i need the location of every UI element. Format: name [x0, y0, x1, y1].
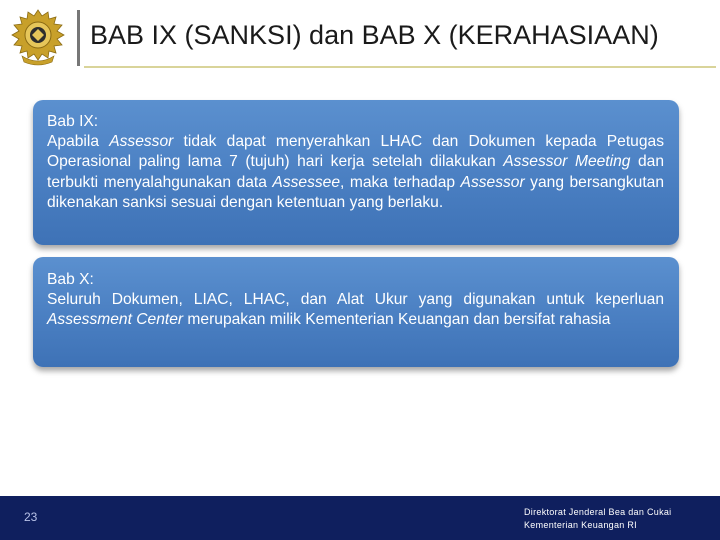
bab-ix-heading: Bab IX: [47, 113, 99, 130]
bab-x-text [47, 270, 664, 331]
bab-x-body: Seluruh Dokumen, LIAC, LHAC, dan Alat Ukur yang digunakan untuk keperluan Assessment Center merupakan milik Kementerian Keuangan dan bersifat rahasia [47, 291, 664, 329]
bab-ix-card [33, 100, 679, 245]
title-divider [77, 10, 80, 66]
slide-title: BAB IX (SANKSI) dan BAB X (KERAHASIAAN) [90, 20, 659, 50]
header-underline [84, 66, 716, 68]
customs-emblem-icon [6, 6, 70, 68]
bab-x-card [33, 257, 679, 367]
footer-bar [0, 496, 720, 540]
org-line-2: Kementerian Keuangan RI [524, 520, 637, 530]
organization-label [524, 506, 671, 532]
page-number: 23 [24, 510, 38, 524]
bab-ix-text [47, 112, 664, 213]
bab-x-heading: Bab X: [47, 271, 94, 288]
org-line-1: Direktorat Jenderal Bea dan Cukai [524, 507, 672, 517]
bab-ix-body: Apabila Assessor tidak dapat menyerahkan LHAC dan Dokumen kepada Petugas Operasional paling lama 7 (tujuh) hari kerja setelah dilakukan Assessor Meeting dan terbukti menyalahgunakan data Assessee, maka terhadap Assessor yang bersangkutan dikenakan sanksi sesuai dengan ketentuan yang berlaku. [47, 133, 665, 211]
